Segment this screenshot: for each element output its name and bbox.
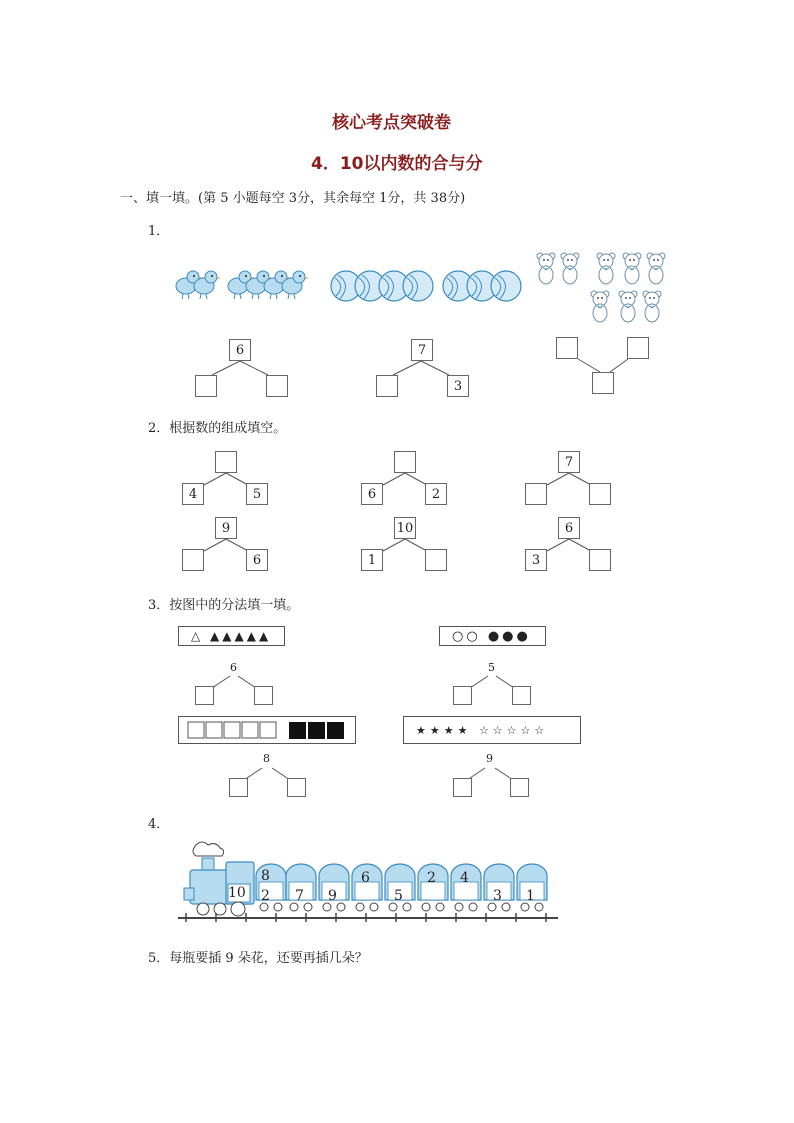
wagon5-bottom: 5 bbox=[394, 888, 403, 904]
q3-strip-triangles: △ ▲▲▲▲▲ bbox=[178, 626, 285, 646]
q3-tree2-right-blank[interactable] bbox=[512, 686, 531, 705]
q3-strip-circles: ○○ ●●● bbox=[439, 626, 546, 646]
q2-tree6-top: 6 bbox=[558, 517, 580, 539]
q3-tree1-right-blank[interactable] bbox=[254, 686, 273, 705]
q1-tree1-top: 6 bbox=[229, 339, 251, 361]
q3-tree3-left-blank[interactable] bbox=[229, 778, 248, 797]
q3-strip-squares bbox=[178, 716, 356, 744]
q3-tree3-right-blank[interactable] bbox=[287, 778, 306, 797]
q3-label: 3．按图中的分法填一填。 bbox=[148, 598, 300, 613]
q3-tree4-left-blank[interactable] bbox=[453, 778, 472, 797]
wagon8-bottom: 3 bbox=[493, 888, 502, 904]
q2-tree4-top: 9 bbox=[215, 517, 237, 539]
q2-tree1-left: 4 bbox=[182, 483, 204, 505]
q1-tree2-top: 7 bbox=[411, 339, 433, 361]
q3-tree3-top: 8 bbox=[263, 752, 270, 765]
q1-label: 1． bbox=[148, 224, 170, 239]
q2-tree5-left: 1 bbox=[361, 549, 383, 571]
page-subtitle: 4．10以内数的合与分 bbox=[311, 154, 483, 174]
q2-tree1-right: 5 bbox=[246, 483, 268, 505]
q2-tree2-left: 6 bbox=[361, 483, 383, 505]
wagon1-top: 8 bbox=[261, 868, 270, 884]
q2-tree4-right: 6 bbox=[246, 549, 268, 571]
q2-tree6-left: 3 bbox=[525, 549, 547, 571]
q4-label: 4． bbox=[148, 817, 170, 832]
q2-label: 2．根据数的组成填空。 bbox=[148, 421, 287, 436]
engine-number: 10 bbox=[228, 885, 246, 901]
q2-tree5-top: 10 bbox=[394, 517, 416, 539]
q3-tree2-left-blank[interactable] bbox=[453, 686, 472, 705]
wagon9-bottom: 1 bbox=[526, 888, 535, 904]
squares-icon bbox=[187, 721, 347, 739]
page-title: 核心考点突破卷 bbox=[332, 113, 451, 133]
wagon7-top: 4 bbox=[460, 870, 469, 886]
q3-tree4-top: 9 bbox=[486, 752, 493, 765]
q3-tree4-right-blank[interactable] bbox=[510, 778, 529, 797]
wagon2-bottom: 7 bbox=[295, 888, 304, 904]
wagon6-top: 2 bbox=[427, 870, 436, 886]
wagon1-bottom: 2 bbox=[261, 888, 270, 904]
q1-tree2-right: 3 bbox=[447, 375, 469, 397]
section-heading: 一、填一填。(第 5 小题每空 3分，其余每空 1分，共 38分) bbox=[120, 191, 466, 206]
q2-tree3-top: 7 bbox=[558, 451, 580, 473]
q3-strip-stars: ★★★★ ☆☆☆☆☆ bbox=[403, 716, 581, 744]
wagon4-top: 6 bbox=[361, 870, 370, 886]
q3-tree2-top: 5 bbox=[488, 661, 495, 674]
q5-label: 5．每瓶要插 9 朵花，还要再插几朵？ bbox=[148, 951, 368, 966]
q3-tree1-top: 6 bbox=[230, 661, 237, 674]
q3-tree1-left-blank[interactable] bbox=[195, 686, 214, 705]
wagon3-bottom: 9 bbox=[328, 888, 337, 904]
q2-tree2-right: 2 bbox=[425, 483, 447, 505]
